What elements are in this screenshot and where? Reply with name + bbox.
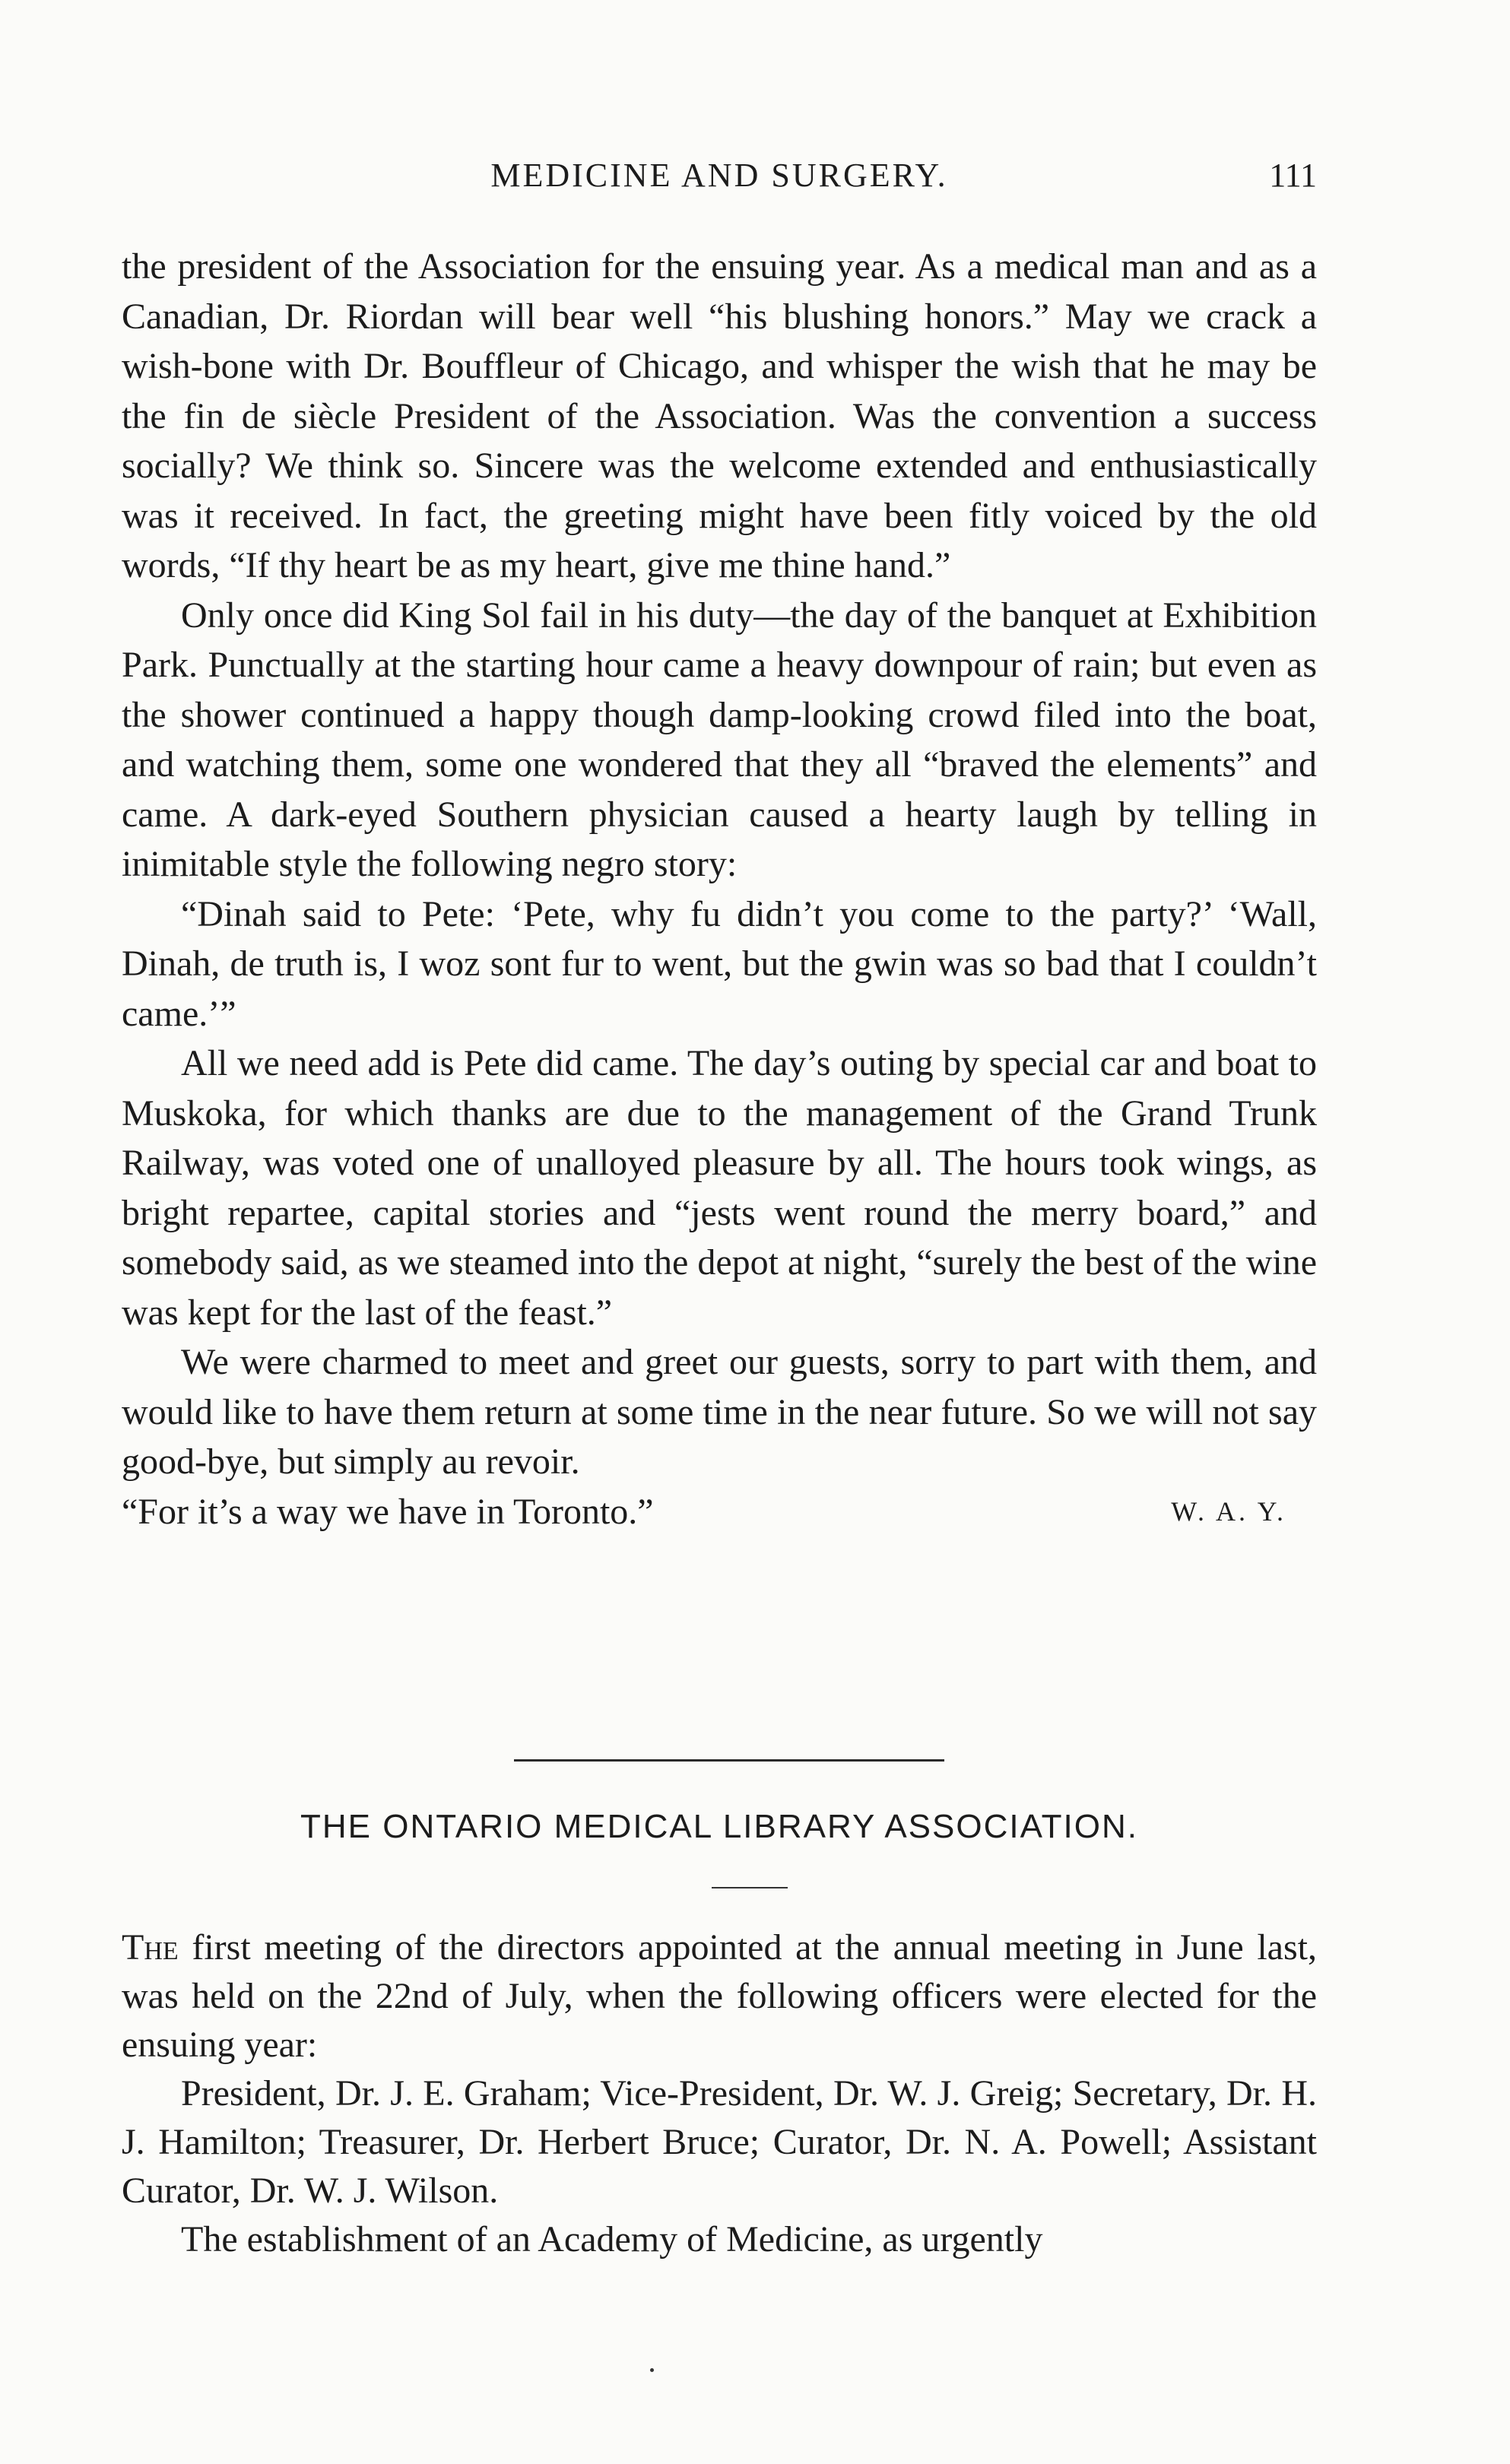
running-head: MEDICINE AND SURGERY. bbox=[490, 157, 948, 194]
section-title: THE ONTARIO MEDICAL LIBRARY ASSOCIATION. bbox=[300, 1808, 1138, 1845]
page-number: 111 bbox=[1269, 157, 1317, 194]
section-divider bbox=[514, 1759, 944, 1762]
paragraph: We were charmed to meet and greet our guests, sorry to part with them, and would like to have them return at some time in the near future. So we will not say good-bye, but simply au revoir. bbox=[122, 1342, 1317, 1482]
section-body bbox=[122, 1923, 1317, 2264]
page-header bbox=[122, 149, 1317, 202]
paragraph: All we need add is Pete did came. The day’s outing by special car and boat to Muskoka, for which thanks are due to the management of the Grand Trunk Railway, was voted one of unalloyed pleasure by all. The hours took wings, as bright repartee, capital stories and “jests went round the merry board,” and somebody said, as we steamed into the depot at night, “surely the best of the wine was kept for the last of the feast.” bbox=[122, 1043, 1317, 1333]
author-signature: W. A. Y. bbox=[1171, 1495, 1286, 1527]
section-closing: The establishment of an Academy of Medicine, as urgently bbox=[181, 2219, 1043, 2259]
closing-line bbox=[122, 1487, 1317, 1537]
paragraph: “Dinah said to Pete: ‘Pete, why fu didn’t you come to the party?’ ‘Wall, Dinah, de truth is, I woz sont fur to went, but the gwin was so bad that I couldn’t came.’” bbox=[122, 893, 1317, 1034]
officers-list: President, Dr. J. E. Graham; Vice-President, Dr. W. J. Greig; Secretary, Dr. H. J. Hamilton; Treasurer, Dr. Herbert Bruce; Curator, Dr. N. A. Powell; Assistant Curator, Dr. W. J. Wilson. bbox=[122, 2073, 1317, 2211]
title-rule bbox=[712, 1887, 788, 1888]
paragraph: Only once did King Sol fail in his duty—the day of the banquet at Exhibition Park. Punctually at the starting hour came a heavy downpour of rain; but even as the shower continued a happy though damp-looking crowd filed into the boat, and watching them, some one wondered that they all “braved the elements” and came. A dark-eyed Southern physician caused a hearty laugh by telling in inimitable style the following negro story: bbox=[122, 595, 1317, 884]
article-body bbox=[122, 242, 1317, 1536]
closing-quote: “For it’s a way we have in Toronto.” bbox=[122, 1491, 654, 1532]
section-intro-text: first meeting of the directors appointed at the annual meeting in June last, was held on the 22nd of July, when the following officers were elected for the ensuing year: bbox=[122, 1927, 1317, 2065]
section-intro bbox=[122, 1923, 1317, 2069]
paragraph: the president of the Association for the ensuing year. As a medical man and as a Canadian, Dr. Riordan will bear well “his blushing honors.” May we crack a wish-bone with Dr. Bouffleur of Chicago, and whisper the wish that he may be the fin de siècle President of the Association. Was the convention a success socially? We think so. Sincere was the welcome extended and enthusiastically was it received. In fact, the greeting might have been fitly voiced by the old words, “If thy heart be as my heart, give me thine hand.” bbox=[122, 246, 1317, 585]
page-mark bbox=[650, 2368, 654, 2372]
dropcap-word: The bbox=[122, 1927, 179, 1968]
